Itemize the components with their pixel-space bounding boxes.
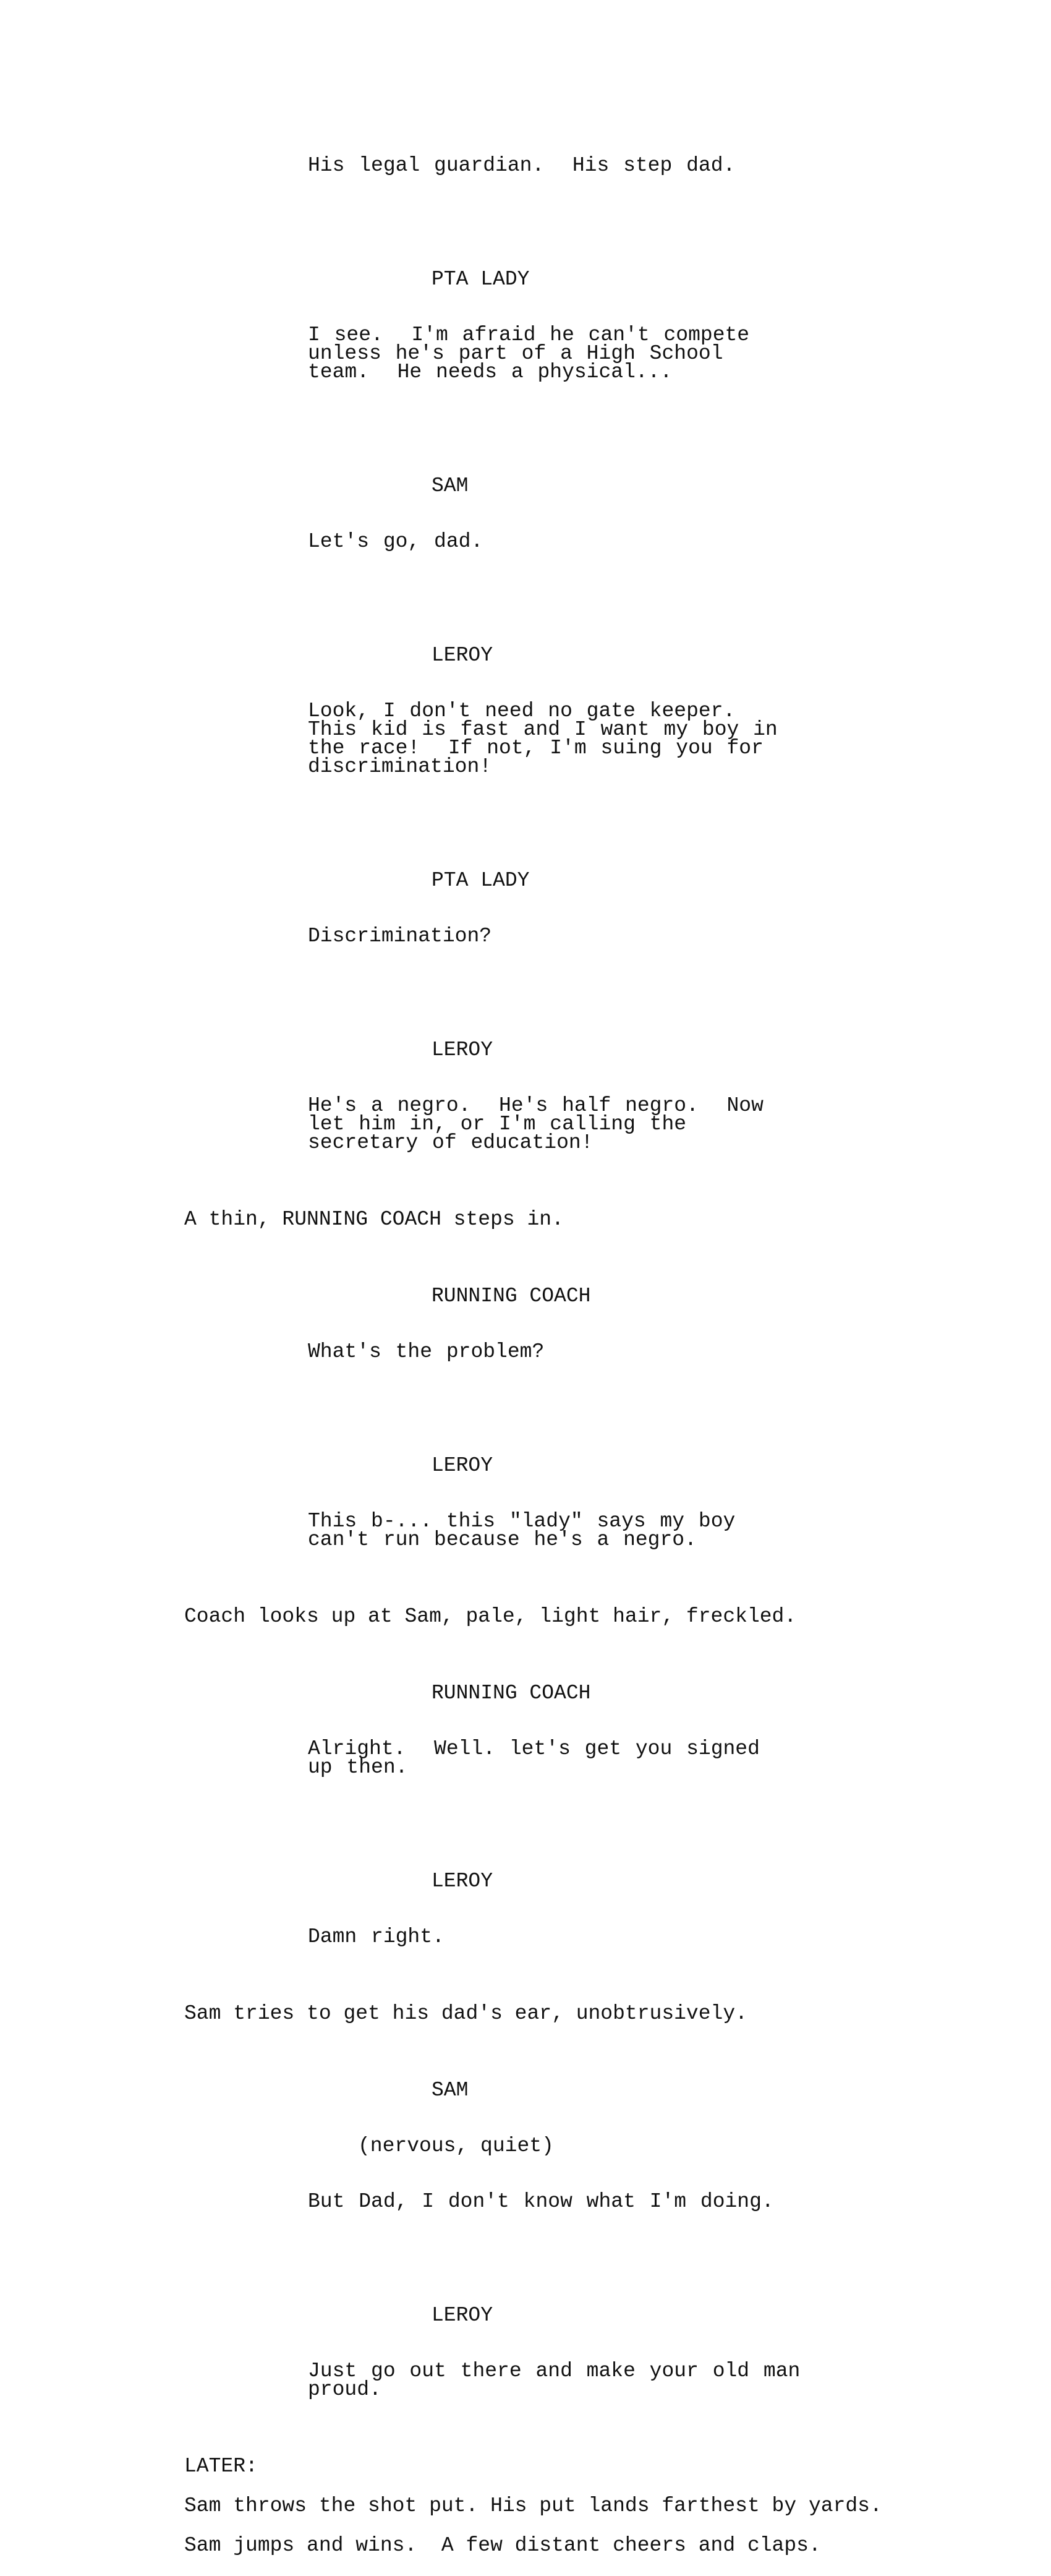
character-cue: PTA LADY [432, 869, 530, 892]
character-cue: LEROY [432, 1038, 493, 1061]
dialogue-line: But Dad, I don't know what I'm doing. [308, 2190, 774, 2213]
dialogue-line: What's the problem? [308, 1340, 545, 1363]
dialogue-block [0, 1250, 1051, 1398]
dialogue-block [0, 119, 1051, 212]
dialogue-line: proud. [308, 2378, 381, 2401]
dialogue-block [0, 2269, 1051, 2436]
character-cue: LEROY [432, 2304, 493, 2327]
dialogue-block [0, 440, 1051, 588]
character-cue: SAM [432, 2079, 469, 2102]
dialogue-line: Just go out there and make your old man [308, 2360, 801, 2382]
dialogue-line: can't run because he's a negro. [308, 1528, 697, 1551]
dialogue-block [0, 233, 1051, 419]
dialogue-text [308, 530, 753, 553]
dialogue-text [308, 2190, 774, 2213]
dialogue-block [0, 609, 1051, 813]
dialogue-text [308, 1340, 753, 1363]
action-line: Sam jumps and wins. A few distant cheers and claps. [184, 2534, 821, 2557]
dialogue-line: He's a negro. He's half negro. Now [308, 1094, 764, 1117]
dialogue-line: Look, I don't need no gate keeper. [308, 700, 736, 722]
dialogue-block [0, 1419, 1051, 1586]
character-cue: PTA LADY [432, 268, 530, 291]
action-line: Sam throws the shot put. His put lands farthest by yards. [184, 2494, 882, 2517]
parenthetical: (nervous, quiet) [358, 2134, 554, 2157]
dialogue-line: up then. [308, 1756, 408, 1779]
character-cue: RUNNING COACH [432, 1682, 591, 1705]
action-line: A thin, RUNNING COACH steps in. [184, 1208, 564, 1231]
dialogue-line: secretary of education! [308, 1131, 594, 1154]
screenplay-page [0, 119, 1051, 2576]
dialogue-line: This kid is fast and I want my boy in [308, 718, 778, 741]
dialogue-text [308, 700, 778, 778]
dialogue-text [308, 1512, 753, 1549]
dialogue-line: I see. I'm afraid he can't compete [308, 323, 750, 346]
dialogue-line: the race! If not, I'm suing you for [308, 737, 764, 760]
dialogue-text [308, 1925, 753, 1948]
dialogue-line: discrimination! [308, 755, 492, 778]
dialogue-line: let him in, or I'm calling the [308, 1113, 687, 1136]
character-cue: RUNNING COACH [432, 1285, 591, 1307]
dialogue-line: Let's go, dad. [308, 530, 483, 553]
action-line: Sam tries to get his dad's ear, unobtrusively. [184, 2002, 747, 2025]
dialogue-block [0, 834, 1051, 983]
dialogue-text [308, 927, 753, 946]
character-cue: LEROY [432, 1870, 493, 1893]
dialogue-text [308, 1737, 760, 1779]
dialogue-line: This b-... this "lady" says my boy [308, 1510, 736, 1533]
dialogue-block [0, 1647, 1051, 1814]
character-cue: LEROY [432, 1454, 493, 1477]
dialogue-text [308, 323, 753, 383]
action-line: Coach looks up at Sam, pale, light hair, freckled. [184, 1605, 797, 1628]
dialogue-line: Damn right. [308, 1925, 445, 1948]
dialogue-line: team. He needs a physical... [308, 361, 673, 383]
character-cue: LEROY [432, 644, 493, 667]
action-line: LATER: [184, 2455, 258, 2478]
dialogue-line: His legal guardian. His step dad. [308, 154, 736, 177]
dialogue-block [0, 1835, 1051, 1983]
dialogue-text [308, 1094, 764, 1154]
dialogue-block [0, 2044, 1051, 2248]
dialogue-line: Alright. Well. let's get you signed [308, 1737, 760, 1760]
dialogue-text [308, 2360, 801, 2401]
character-cue: SAM [432, 474, 469, 497]
dialogue-text [308, 156, 753, 175]
dialogue-line: unless he's part of a High School [308, 342, 723, 365]
dialogue-block [0, 1004, 1051, 1189]
dialogue-line: Discrimination? [308, 925, 492, 948]
